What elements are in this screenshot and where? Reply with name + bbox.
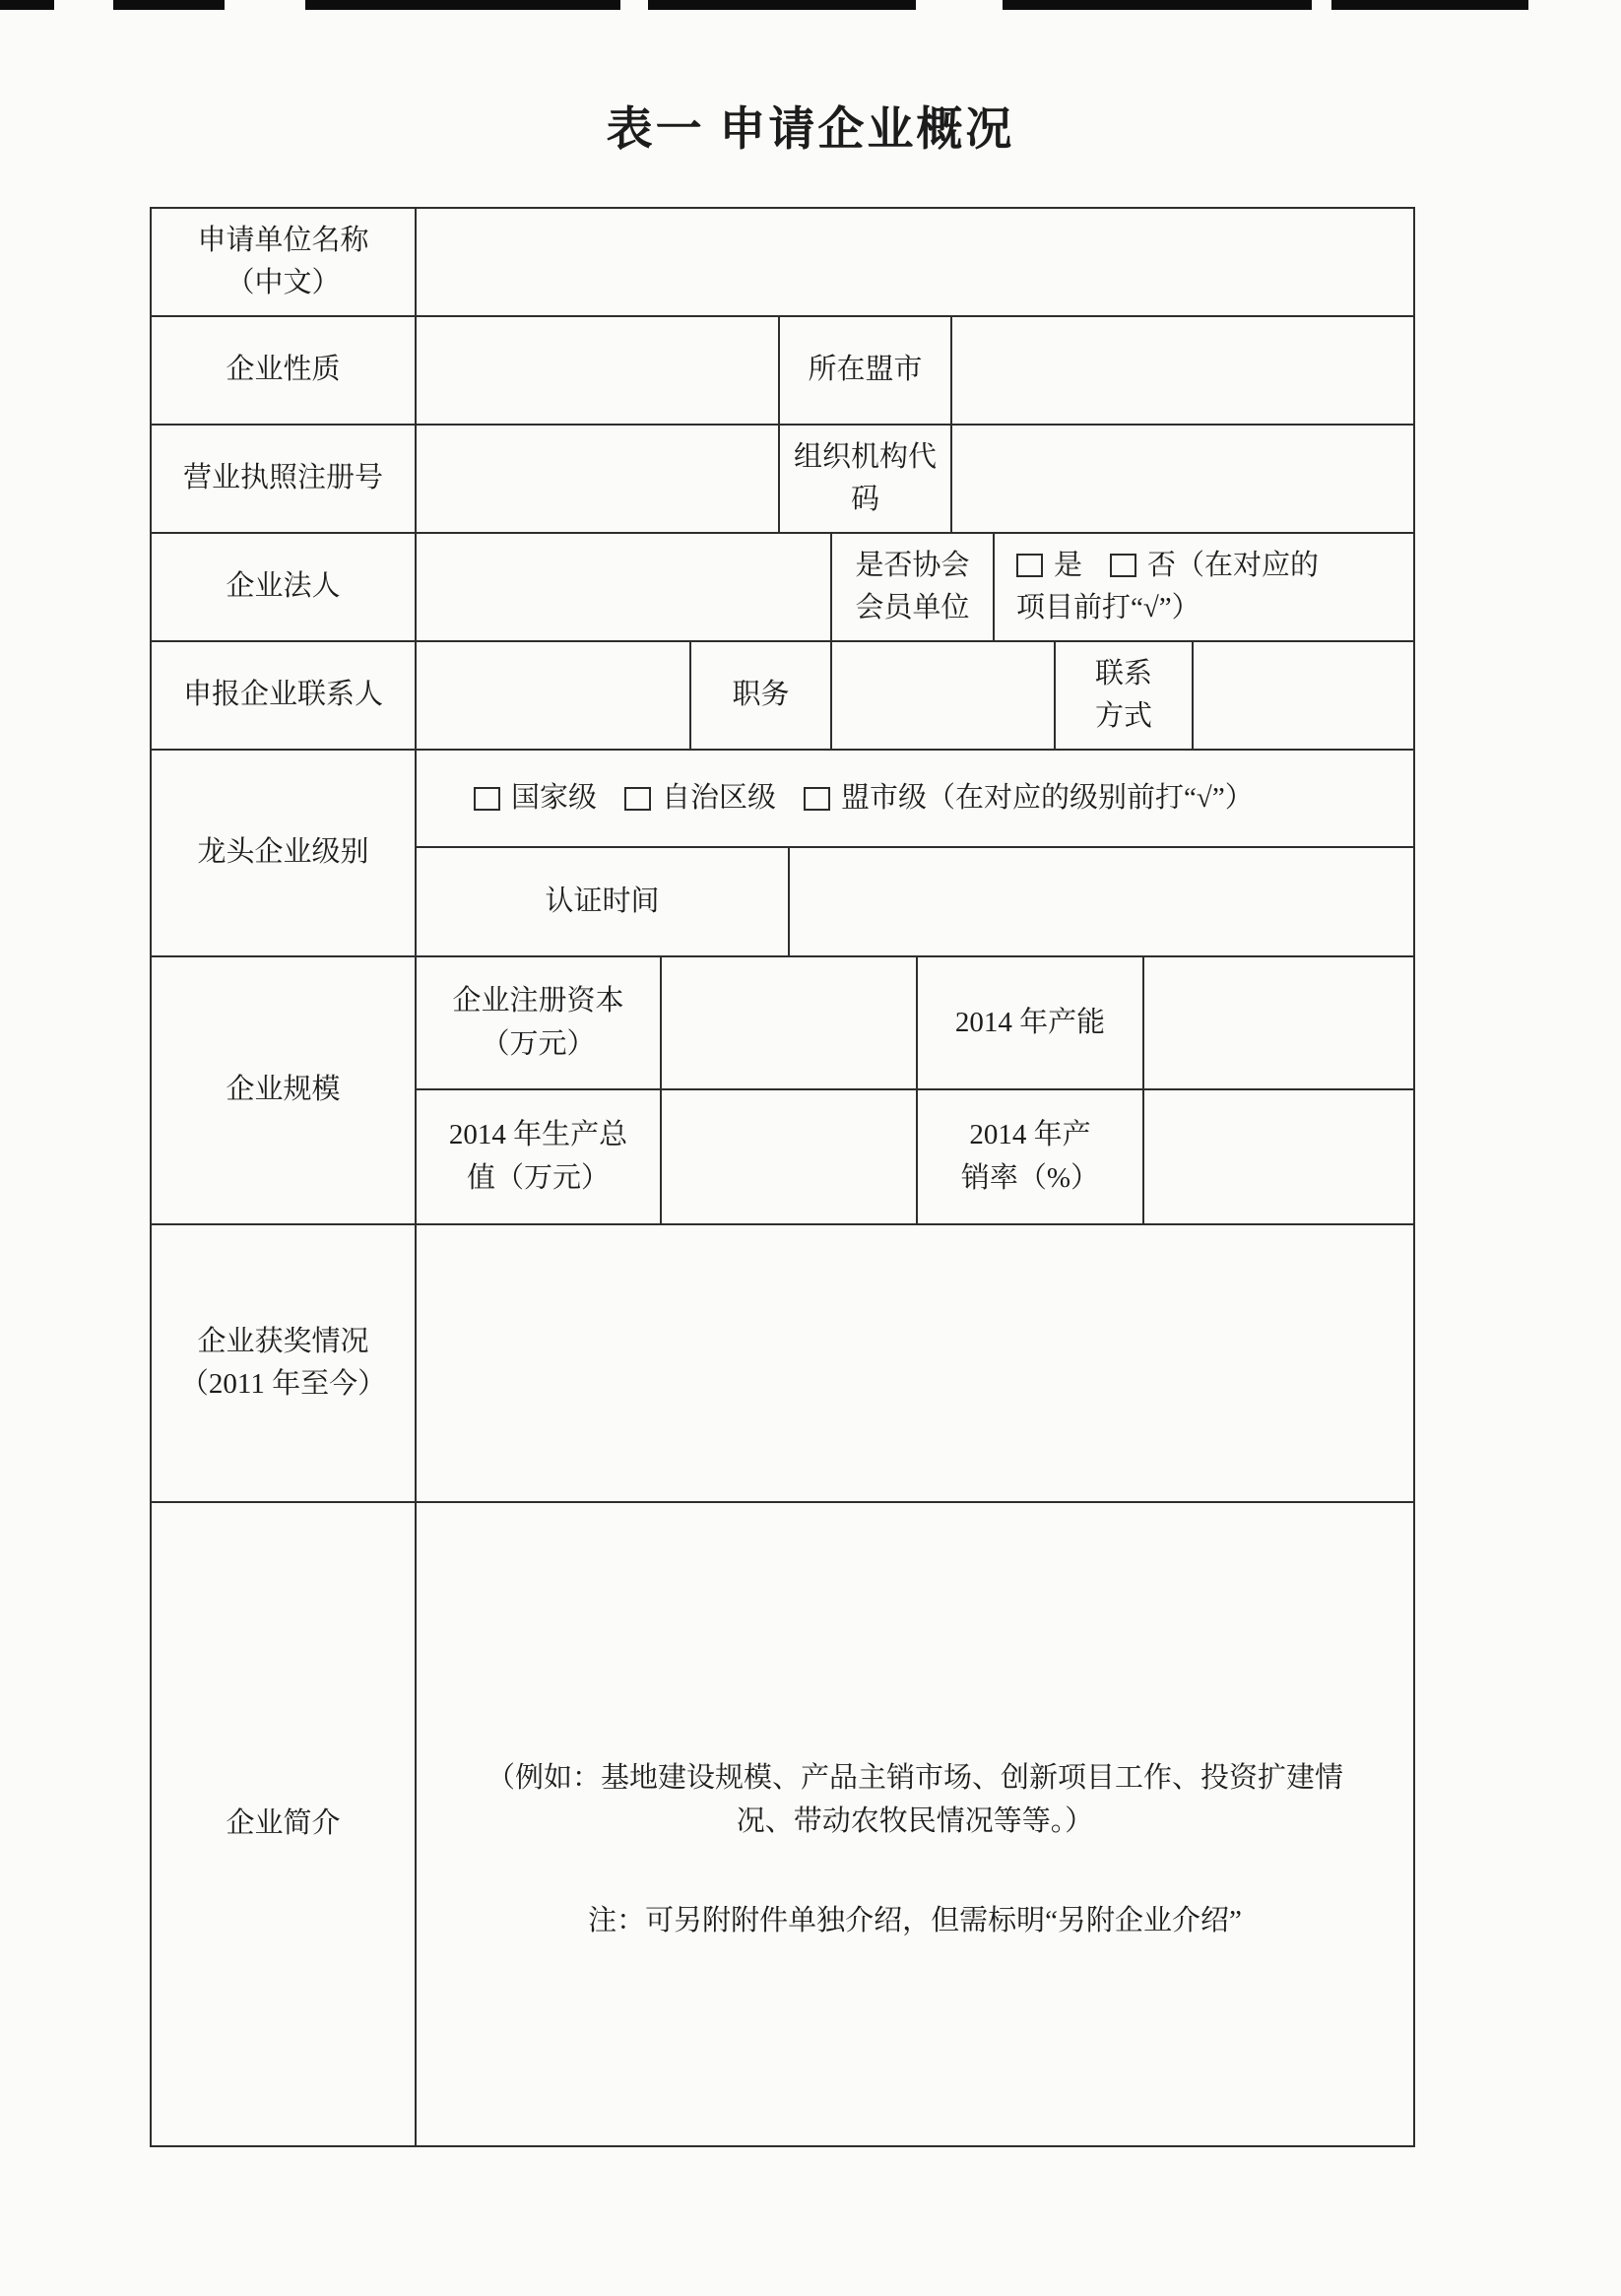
row-contact xyxy=(152,642,1413,751)
registered-capital-label: 企业注册资本 （万元） xyxy=(417,957,662,1088)
capacity-2014-input[interactable] xyxy=(1144,957,1413,1088)
enterprise-scale-label: 企业规模 xyxy=(152,957,417,1223)
awards-input[interactable] xyxy=(417,1225,1413,1501)
page-title: 表一 申请企业概况 xyxy=(606,104,1015,156)
org-code-input[interactable] xyxy=(952,426,1413,532)
certification-time-input[interactable] xyxy=(790,848,1413,955)
scan-artifact-bar xyxy=(113,0,225,10)
position-input[interactable] xyxy=(832,642,1056,749)
application-form-table xyxy=(150,207,1415,2147)
enterprise-level-options xyxy=(417,751,1413,846)
row-awards xyxy=(152,1225,1413,1503)
checkbox-yes-icon[interactable] xyxy=(1016,554,1043,577)
option-league-city-label: 盟市级 xyxy=(841,781,928,814)
capacity-2014-label: 2014 年产能 xyxy=(918,957,1144,1088)
scan-artifact-bar xyxy=(305,0,620,10)
contact-way-input[interactable] xyxy=(1194,642,1413,749)
row-licence xyxy=(152,426,1413,534)
checkbox-autonomous-region-icon[interactable] xyxy=(624,787,651,811)
sales-rate-2014-input[interactable] xyxy=(1144,1090,1413,1223)
sales-rate-2014-label: 2014 年产 销率（%） xyxy=(918,1090,1144,1223)
awards-label: 企业获奖情况 （2011 年至今） xyxy=(152,1225,417,1501)
row-enterprise-scale xyxy=(152,957,1413,1225)
scan-artifact-bar xyxy=(1331,0,1528,10)
company-name-label: 申请单位名称 （中文） xyxy=(152,209,417,315)
enterprise-level-label: 龙头企业级别 xyxy=(152,751,417,955)
option-yes-label: 是 xyxy=(1054,549,1083,581)
enterprise-nature-input[interactable] xyxy=(417,317,780,424)
league-city-input[interactable] xyxy=(952,317,1413,424)
profile-note: 注：可另附附件单独介绍，但需标明“另附企业介绍” xyxy=(588,1905,1242,1936)
scan-artifact-bar xyxy=(648,0,916,10)
option-national-label: 国家级 xyxy=(511,781,598,814)
checkbox-national-icon[interactable] xyxy=(474,787,500,811)
association-member-options xyxy=(995,534,1413,640)
row-legal-person xyxy=(152,534,1413,642)
licence-number-input[interactable] xyxy=(417,426,780,532)
contact-person-label: 申报企业联系人 xyxy=(152,642,417,749)
row-profile xyxy=(152,1503,1413,2145)
association-member-label: 是否协会 会员单位 xyxy=(832,534,995,640)
row-enterprise-level xyxy=(152,751,1413,957)
tick-level-instruction: （在对应的级别前打“√”） xyxy=(927,781,1254,814)
tick-instruction: 项目前打“√”） xyxy=(1016,592,1200,623)
gross-output-2014-input[interactable] xyxy=(662,1090,918,1223)
gross-output-2014-label: 2014 年生产总 值（万元） xyxy=(417,1090,662,1223)
profile-hint: （例如：基地建设规模、产品主销市场、创新项目工作、投资扩建情 况、带动农牧民情况等等。） xyxy=(486,1762,1343,1837)
row-company-name xyxy=(152,209,1413,317)
licence-number-label: 营业执照注册号 xyxy=(152,426,417,532)
checkbox-league-city-icon[interactable] xyxy=(804,787,830,811)
scan-artifact-bar xyxy=(0,0,54,10)
profile-label: 企业简介 xyxy=(152,1503,417,2145)
option-autonomous-region-label: 自治区级 xyxy=(662,781,777,814)
legal-person-label: 企业法人 xyxy=(152,534,417,640)
enterprise-nature-label: 企业性质 xyxy=(152,317,417,424)
org-code-label: 组织机构代码 xyxy=(780,426,952,532)
legal-person-input[interactable] xyxy=(417,534,832,640)
profile-input[interactable] xyxy=(417,1503,1413,2145)
checkbox-no-icon[interactable] xyxy=(1110,554,1136,577)
contact-way-label: 联系 方式 xyxy=(1056,642,1194,749)
certification-time-label: 认证时间 xyxy=(417,848,790,955)
option-no-label: 否（在对应的 xyxy=(1147,549,1320,581)
contact-person-input[interactable] xyxy=(417,642,691,749)
company-name-input[interactable] xyxy=(417,209,1413,315)
scan-artifact-bar xyxy=(1003,0,1312,10)
registered-capital-input[interactable] xyxy=(662,957,918,1088)
league-city-label: 所在盟市 xyxy=(780,317,952,424)
position-label: 职务 xyxy=(691,642,832,749)
row-enterprise-nature xyxy=(152,317,1413,426)
